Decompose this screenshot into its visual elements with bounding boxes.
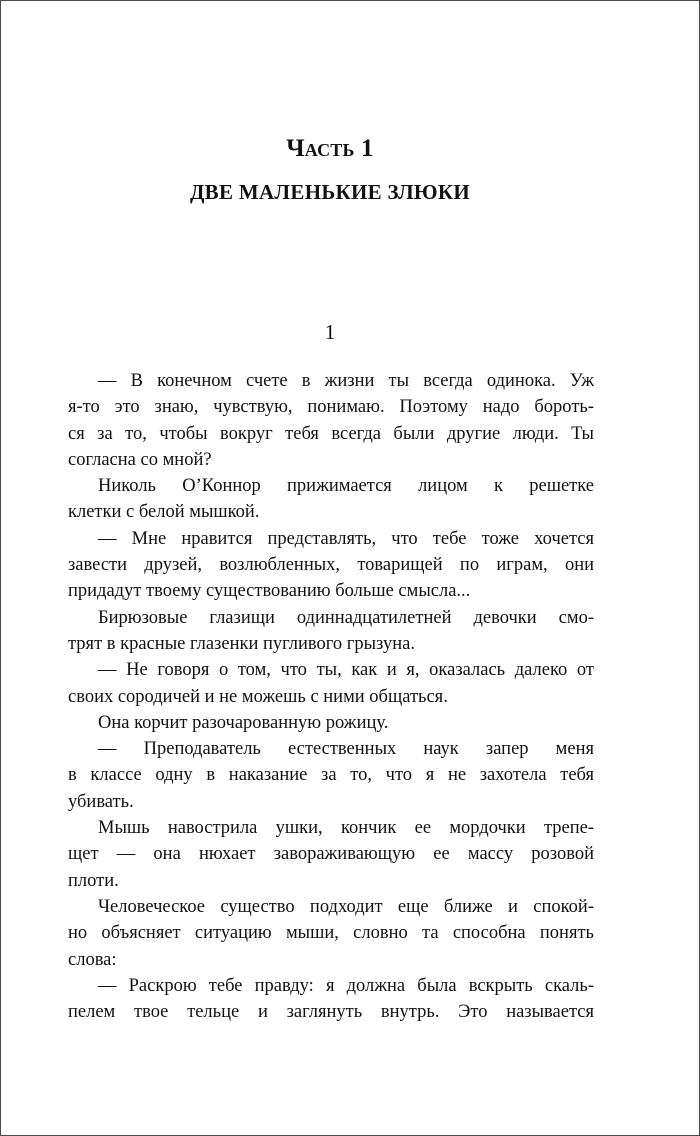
text-line: Мышь навострила ушки, кончик ее мордочки трепе- bbox=[98, 818, 594, 839]
text-line: Человеческое существо подходит еще ближе и спокой- bbox=[98, 896, 594, 917]
text-line: придадут твоему существованию больше смысла... bbox=[68, 581, 471, 602]
text-line: — В конечном счете в жизни ты всегда одинока. Уж bbox=[98, 371, 594, 391]
text-line: слова: bbox=[68, 949, 117, 970]
text-line: пелем твое тельце и заглянуть внутрь. Это называется bbox=[68, 1002, 594, 1023]
text-line: Бирюзовые глазищи одиннадцатилетней девочки смо- bbox=[98, 607, 594, 628]
text-line: Николь О’Коннор прижимается лицом к решетке bbox=[98, 476, 594, 497]
text-line: но объясняет ситуацию мыши, словно та способна понять bbox=[68, 923, 594, 944]
chapter-body bbox=[68, 368, 594, 1025]
text-line: убивать. bbox=[68, 791, 134, 812]
text-line: ся за то, чтобы вокруг тебя всегда были другие люди. Ты bbox=[68, 423, 594, 444]
text-line: щет — она нюхает завораживающую ее массу розовой bbox=[68, 844, 594, 865]
text-line: трят в красные глазенки пугливого грызуна. bbox=[68, 633, 415, 654]
text-line: завести друзей, возлюбленных, товарищей по играм, они bbox=[68, 555, 594, 576]
text-line: в классе одну в наказание за то, что я не захотела тебя bbox=[68, 765, 594, 786]
text-line: Она корчит разочарованную рожицу. bbox=[98, 712, 389, 733]
part-title: Часть 1 bbox=[286, 135, 374, 162]
text-line: — Раскрою тебе правду: я должна была вскрыть скаль- bbox=[98, 975, 594, 996]
text-line: — Преподаватель естественных наук запер меня bbox=[98, 739, 594, 760]
text-line: — Мне нравится представлять, что тебе тоже хочется bbox=[98, 528, 594, 549]
text-line: согласна со мной? bbox=[68, 449, 212, 470]
text-line: плоти. bbox=[68, 870, 119, 891]
chapter-number: 1 bbox=[324, 320, 336, 344]
text-line: клетки с белой мышкой. bbox=[68, 502, 260, 523]
text-line: — Не говоря о том, что ты, как и я, оказалась далеко от bbox=[98, 660, 594, 681]
text-line: я-то это знаю, чувствую, понимаю. Поэтому надо бороть- bbox=[68, 397, 594, 418]
text-line: своих сородичей и не можешь с ними общаться. bbox=[68, 686, 448, 707]
part-subtitle: ДВЕ МАЛЕНЬКИЕ ЗЛЮКИ bbox=[189, 180, 471, 204]
